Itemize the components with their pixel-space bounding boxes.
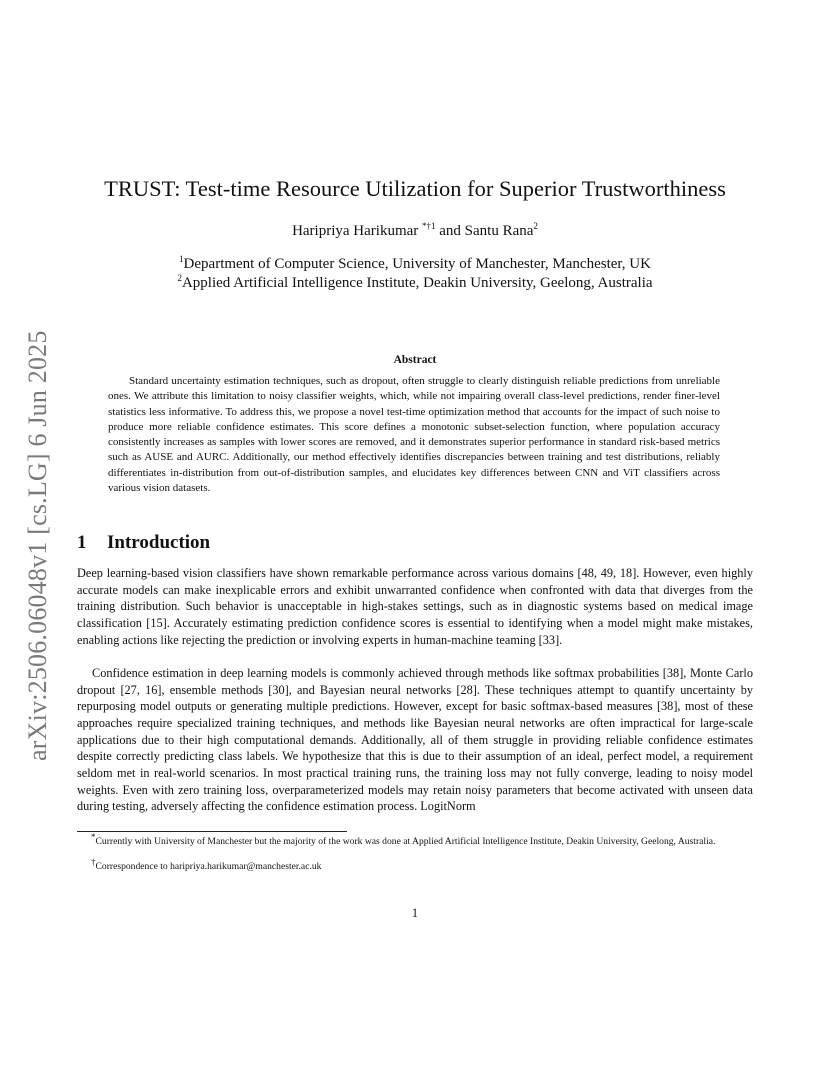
affiliation-2 — [70, 275, 760, 292]
affiliation-2-mark: 2 — [177, 273, 182, 283]
abstract-text: Standard uncertainty estimation techniques, such as dropout, often struggle to clearly distinguish reliable predictions from unreliable ones. We attribute this limitation to noisy classifier weights, which, while not impairing overall class-level predictions, render finer-level statistics less informative. To address this, we propose a novel test-time optimization method that accounts for the impact of such noise to produce more reliable confidence estimates. This score defines a monotonic subset-selection function, where population accuracy consistently increases as samples with lower scores are removed, and it demonstrates superior performance in standard risk-based metrics such as AUSE and AURC. Additionally, our method effectively identifies discrepancies between training and test distributions, reliably differentiates in-distribution from out-of-distribution samples, and elucidates key differences between CNN and ViT classifiers across various vision datasets. — [108, 375, 720, 495]
section-title: Introduction — [107, 532, 211, 553]
footnote-2-mark: † — [91, 856, 96, 867]
section-heading — [77, 532, 210, 554]
paper-title: TRUST: Test-time Resource Utilization for Superior Trustworthiness — [104, 176, 726, 201]
author-1-marks: *†1 — [422, 221, 436, 231]
author-1: Haripriya Harikumar — [292, 223, 423, 239]
affiliation-1 — [70, 256, 760, 273]
abstract-heading: Abstract — [393, 354, 437, 366]
affiliation-1-mark: 1 — [179, 254, 184, 264]
page-number: 1 — [411, 906, 419, 920]
footnote-2-text: Correspondence to haripriya.harikumar@manchester.ac.uk — [95, 861, 322, 872]
affiliation-1-text: Department of Computer Science, University of Manchester, Manchester, UK — [183, 256, 651, 272]
paragraph-2: Confidence estimation in deep learning models is commonly achieved through methods like softmax probabilities [38], Monte Carlo dropout [27, 16], ensemble methods [30], and Bayesian neural networks [28]. These techniques attempt to quantify uncertainty by repurposing model outputs or generating multiple predictions. However, except for basic softmax-based measures [38], most of these approaches require specialized training techniques, and methods like Bayesian neural networks are often impractical for large-scale applications due to their high computational demands. Additionally, all of them struggle in providing reliable confidence estimates despite correctly predicting class labels. We hypothesize that this is due to their assumption of an ideal, perfect model, a requirement seldom met in real-world scenarios. In most practical training runs, the training loss may not fully converge, leading to noisy model weights. Even with zero training loss, overparameterized models may retain noisy parameters that become activated with unseen data during testing, adversely affecting the confidence estimation process. LogitNorm — [77, 666, 753, 814]
footnote-1-mark: * — [91, 831, 96, 842]
author-line — [70, 223, 760, 240]
paragraph-1: Deep learning-based vision classifiers have shown remarkable performance across various domains [48, 49, 18]. However, even highly accurate models can make inexplicable errors and exhibit unwarranted confidence when confronted with data that diverges from the training distribution. Such behavior is unacceptable in high-stakes settings, such as in diagnostic systems based on medical image classification [15]. Accurately estimating prediction confidence scores is essential to identifying when a model might make mistakes, enabling actions like rejecting the prediction or involving experts in human-machine teaming [33]. — [77, 566, 753, 647]
footnote-rule — [77, 831, 347, 832]
footnote-2 — [77, 856, 753, 874]
author-2: and Santu Rana — [435, 223, 534, 239]
section-number: 1 — [77, 532, 87, 553]
affiliation-2-text: Applied Artificial Intelligence Institute, Deakin University, Geelong, Australia — [181, 275, 653, 291]
author-2-marks: 2 — [533, 221, 538, 231]
footnote-1-text: Currently with University of Manchester but the majority of the work was done at Applied Artificial Intelligence Institute, Deakin University, Geelong, Australia. — [95, 836, 716, 847]
footnote-1 — [77, 831, 753, 849]
arxiv-identifier: arXiv:2506.06048v1 [cs.LG] 6 Jun 2025 — [23, 330, 52, 761]
